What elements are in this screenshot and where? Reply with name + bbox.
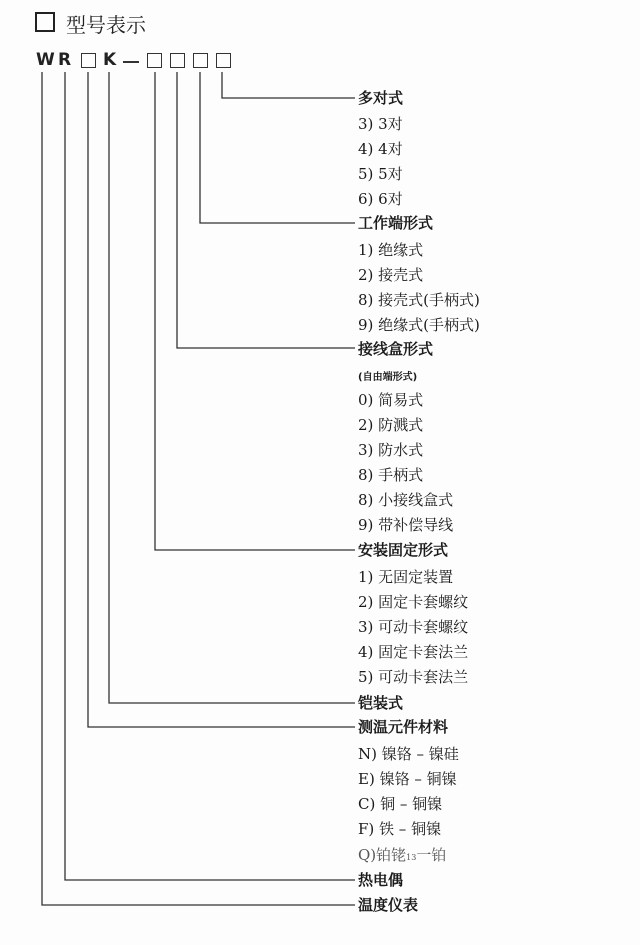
option-item: 9) 绝缘式(手柄式) xyxy=(358,316,480,334)
code-letter-w: W xyxy=(36,50,55,70)
section-title-armored: 铠装式 xyxy=(358,694,404,712)
code-letter-r: R xyxy=(58,50,72,70)
option-item: 1) 绝缘式 xyxy=(358,241,424,259)
option-item: 0) 简易式 xyxy=(358,391,424,409)
connector-material xyxy=(88,72,355,727)
connector-mounting xyxy=(155,72,355,550)
option-item: 4) 4对 xyxy=(358,140,403,158)
section-title-work-end: 工作端形式 xyxy=(358,214,434,232)
option-item: 2) 固定卡套螺纹 xyxy=(358,593,469,611)
section-note-junction-box: (自由端形式) xyxy=(358,372,418,383)
section-title-junction-box: 接线盒形式 xyxy=(358,340,434,358)
section-title-mounting: 安装固定形式 xyxy=(358,541,449,559)
option-item-platinum-rhodium xyxy=(358,846,446,867)
page-title: 型号表示 xyxy=(66,13,146,37)
section-title-instrument: 温度仪表 xyxy=(358,896,419,914)
option-item: 6) 6对 xyxy=(358,190,403,208)
connector-instrument xyxy=(42,72,355,905)
option-item: 3) 可动卡套螺纹 xyxy=(358,618,469,636)
connector-armored xyxy=(109,72,355,703)
option-item: 5) 5对 xyxy=(358,165,403,183)
option-item: 8) 小接线盒式 xyxy=(358,491,454,509)
option-item: N) 镍铬 – 镍硅 xyxy=(358,745,459,763)
option-item: 9) 带补偿导线 xyxy=(358,516,454,534)
option-item: F) 铁 – 铜镍 xyxy=(358,820,442,838)
option-item: 4) 固定卡套法兰 xyxy=(358,643,469,661)
option-item: C) 铜 – 铜镍 xyxy=(358,795,443,813)
option-item-prefix: Q)铂铑 xyxy=(358,846,407,864)
option-item: 2) 防溅式 xyxy=(358,416,424,434)
code-letter-k: K xyxy=(103,50,117,70)
option-item: E) 镍铬 – 铜镍 xyxy=(358,770,457,788)
option-item: 1) 无固定装置 xyxy=(358,568,454,586)
option-item-subscript: 13 xyxy=(406,853,417,862)
option-item-suffix: 一铂 xyxy=(416,846,447,864)
connector-junction-box xyxy=(177,72,355,348)
connector-work-end xyxy=(200,72,355,223)
section-title-material: 测温元件材料 xyxy=(358,718,449,736)
option-item: 8) 接壳式(手柄式) xyxy=(358,291,480,309)
option-item: 5) 可动卡套法兰 xyxy=(358,668,469,686)
option-item: 3) 防水式 xyxy=(358,441,424,459)
option-item: 3) 3对 xyxy=(358,115,403,133)
connector-pairs xyxy=(222,72,355,98)
section-title-pairs: 多对式 xyxy=(358,89,404,107)
option-item: 2) 接壳式 xyxy=(358,266,424,284)
option-item: 8) 手柄式 xyxy=(358,466,424,484)
section-title-thermocouple: 热电偶 xyxy=(358,871,404,889)
